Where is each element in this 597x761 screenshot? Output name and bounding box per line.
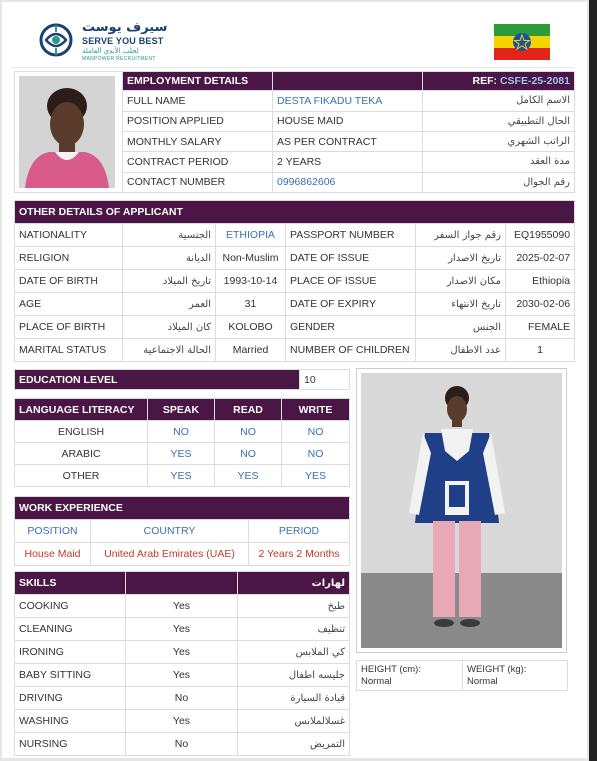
work-country-value: United Arab Emirates (UAE): [91, 543, 249, 566]
table-row: [15, 664, 350, 687]
passport-number-value: EQ1955090: [506, 224, 575, 247]
column-header-speak: SPEAK: [148, 399, 215, 421]
skill-name: CLEANING: [15, 618, 126, 641]
skill-value: Yes: [126, 641, 238, 664]
skill-name-arabic: جليسه اطفال: [238, 664, 350, 687]
table-row: [15, 733, 350, 756]
language-name: OTHER: [15, 465, 148, 487]
field-label-arabic: الديانة: [123, 247, 216, 270]
field-label: CONTRACT PERIOD: [123, 152, 273, 172]
monthly-salary-value: AS PER CONTRACT: [273, 131, 423, 151]
other-details-header: OTHER DETAILS OF APPLICANT: [15, 201, 575, 224]
skill-name: BABY SITTING: [15, 664, 126, 687]
table-row: [15, 421, 350, 443]
read-value: YES: [215, 465, 282, 487]
column-header-period: PERIOD: [249, 520, 350, 543]
write-value: NO: [282, 443, 350, 465]
field-label: DATE OF EXPIRY: [286, 293, 416, 316]
company-logo: [38, 20, 168, 64]
date-of-expiry-value: 2030-02-06: [506, 293, 575, 316]
gender-value: FEMALE: [506, 316, 575, 339]
field-label-arabic: الحال التطبيقي: [423, 111, 575, 131]
passport-photo-cell: [15, 72, 123, 193]
read-value: NO: [215, 421, 282, 443]
read-value: NO: [215, 443, 282, 465]
skills-header-spacer: [126, 572, 238, 595]
logo-arabic-subtitle: لجلب الأيدي العاملة: [82, 47, 139, 55]
contact-number-link[interactable]: 0996862606: [273, 172, 423, 192]
logo-english-name: SERVE YOU BEST: [82, 36, 164, 46]
field-label-arabic: الجنسية: [123, 224, 216, 247]
column-header-write: WRITE: [282, 399, 350, 421]
field-label-arabic: الراتب الشهري: [423, 131, 575, 151]
table-row: [15, 520, 350, 543]
full-body-photo-frame: [356, 368, 567, 653]
weight-cell: [463, 661, 568, 691]
date-of-birth-value: 1993-10-14: [216, 270, 286, 293]
other-details-table: [14, 200, 575, 362]
field-label: FULL NAME: [123, 91, 273, 111]
skill-value: No: [126, 733, 238, 756]
field-label: PLACE OF ISSUE: [286, 270, 416, 293]
skill-value: Yes: [126, 710, 238, 733]
skill-name: WASHING: [15, 710, 126, 733]
field-label-arabic: تاريخ الاصدار: [416, 247, 506, 270]
work-position-value: House Maid: [15, 543, 91, 566]
full-name-value: DESTA FIKADU TEKA: [273, 91, 423, 111]
field-label-arabic: كان الميلاد: [123, 316, 216, 339]
field-label-arabic: الحالة الاجتماعية: [123, 339, 216, 362]
write-value: NO: [282, 421, 350, 443]
column-header-country: COUNTRY: [91, 520, 249, 543]
skill-name: NURSING: [15, 733, 126, 756]
field-label-arabic: مكان الاصدار: [416, 270, 506, 293]
height-cell: [357, 661, 463, 691]
religion-value: Non-Muslim: [216, 247, 286, 270]
field-label-arabic: عدد الاطفال: [416, 339, 506, 362]
work-experience-header: WORK EXPERIENCE: [15, 497, 350, 520]
table-row: [15, 543, 350, 566]
field-label-arabic: تاريخ الميلاد: [123, 270, 216, 293]
skill-name-arabic: غسلالملابس: [238, 710, 350, 733]
skill-name-arabic: التمريض: [238, 733, 350, 756]
reference-number: CSFE-25-2081: [499, 75, 570, 88]
marital-status-value: Married: [216, 339, 286, 362]
skill-value: Yes: [126, 595, 238, 618]
table-row: [15, 687, 350, 710]
height-value: Normal: [361, 676, 392, 687]
language-name: ENGLISH: [15, 421, 148, 443]
applicant-portrait: [19, 76, 115, 188]
column-header-read: READ: [215, 399, 282, 421]
field-label: AGE: [15, 293, 123, 316]
ethiopia-flag-icon: [494, 24, 550, 60]
field-label: POSITION APPLIED: [123, 111, 273, 131]
field-label: MONTHLY SALARY: [123, 131, 273, 151]
work-period-value: 2 Years 2 Months: [249, 543, 350, 566]
skills-table: [14, 571, 350, 756]
employment-details-header: EMPLOYMENT DETAILS: [123, 72, 273, 91]
table-row: [15, 247, 575, 270]
field-label-arabic: الجنس: [416, 316, 506, 339]
skill-name-arabic: تنظيف: [238, 618, 350, 641]
language-name: ARABIC: [15, 443, 148, 465]
page-header: [12, 10, 574, 68]
field-label: NUMBER OF CHILDREN: [286, 339, 416, 362]
place-of-birth-value: KOLOBO: [216, 316, 286, 339]
field-label: PLACE OF BIRTH: [15, 316, 123, 339]
skill-value: No: [126, 687, 238, 710]
place-of-issue-value: Ethiopia: [506, 270, 575, 293]
employment-details-table: [14, 71, 575, 193]
contract-period-value: 2 YEARS: [273, 152, 423, 172]
field-label-arabic: رقم الجوال: [423, 172, 575, 192]
logo-mark-icon: [38, 22, 74, 58]
skill-name-arabic: كي الملابس: [238, 641, 350, 664]
logo-tagline: MANPOWER RECRUITMENT: [82, 56, 156, 62]
language-literacy-header: LANGUAGE LITERACY: [15, 399, 148, 421]
table-row: [15, 710, 350, 733]
skill-value: Yes: [126, 664, 238, 687]
education-level-table: [14, 369, 350, 390]
height-label: HEIGHT (cm):: [361, 664, 421, 675]
field-label: GENDER: [286, 316, 416, 339]
nationality-value: ETHIOPIA: [216, 224, 286, 247]
table-row: [15, 465, 350, 487]
field-label-arabic: العمر: [123, 293, 216, 316]
field-label: MARITAL STATUS: [15, 339, 123, 362]
work-experience-table: [14, 496, 350, 566]
skill-value: Yes: [126, 618, 238, 641]
table-row: [15, 293, 575, 316]
write-value: YES: [282, 465, 350, 487]
table-row: [15, 339, 575, 362]
height-weight-table: [356, 660, 568, 691]
skill-name: IRONING: [15, 641, 126, 664]
skill-name-arabic: قيادة السيارة: [238, 687, 350, 710]
age-value: 31: [216, 293, 286, 316]
skill-name: COOKING: [15, 595, 126, 618]
field-label: RELIGION: [15, 247, 123, 270]
logo-arabic-name: سيرف يوست: [82, 20, 168, 35]
position-applied-value: HOUSE MAID: [273, 111, 423, 131]
field-label: DATE OF BIRTH: [15, 270, 123, 293]
field-label-arabic: رقم جواز السفر: [416, 224, 506, 247]
skill-name-arabic: طبخ: [238, 595, 350, 618]
field-label: DATE OF ISSUE: [286, 247, 416, 270]
window-edge: [589, 0, 597, 761]
table-row: [15, 595, 350, 618]
table-row: [15, 443, 350, 465]
education-level-value: 10: [300, 370, 350, 390]
skills-header: SKILLS: [15, 572, 126, 595]
field-label: PASSPORT NUMBER: [286, 224, 416, 247]
language-literacy-table: [14, 398, 350, 487]
field-label: CONTACT NUMBER: [123, 172, 273, 192]
speak-value: NO: [148, 421, 215, 443]
field-label-arabic: الاسم الكامل: [423, 91, 575, 111]
table-row: [15, 316, 575, 339]
table-row: [15, 618, 350, 641]
employment-header-spacer: [273, 72, 423, 91]
weight-label: WEIGHT (kg):: [467, 664, 527, 675]
field-label: NATIONALITY: [15, 224, 123, 247]
date-of-issue-value: 2025-02-07: [506, 247, 575, 270]
weight-value: Normal: [467, 676, 498, 687]
field-label-arabic: تاريخ الانتهاء: [416, 293, 506, 316]
skills-header-arabic: لهارات: [238, 572, 350, 595]
reference-label: REF:: [472, 75, 498, 88]
field-label-arabic: مدة العقد: [423, 152, 575, 172]
reference-cell: [423, 72, 575, 91]
table-row: [15, 270, 575, 293]
number-of-children-value: 1: [506, 339, 575, 362]
speak-value: YES: [148, 443, 215, 465]
education-level-label: EDUCATION LEVEL: [15, 370, 300, 390]
table-row: [15, 224, 575, 247]
table-row: [15, 641, 350, 664]
speak-value: YES: [148, 465, 215, 487]
applicant-full-body-photo: [361, 373, 562, 648]
column-header-position: POSITION: [15, 520, 91, 543]
skill-name: DRIVING: [15, 687, 126, 710]
